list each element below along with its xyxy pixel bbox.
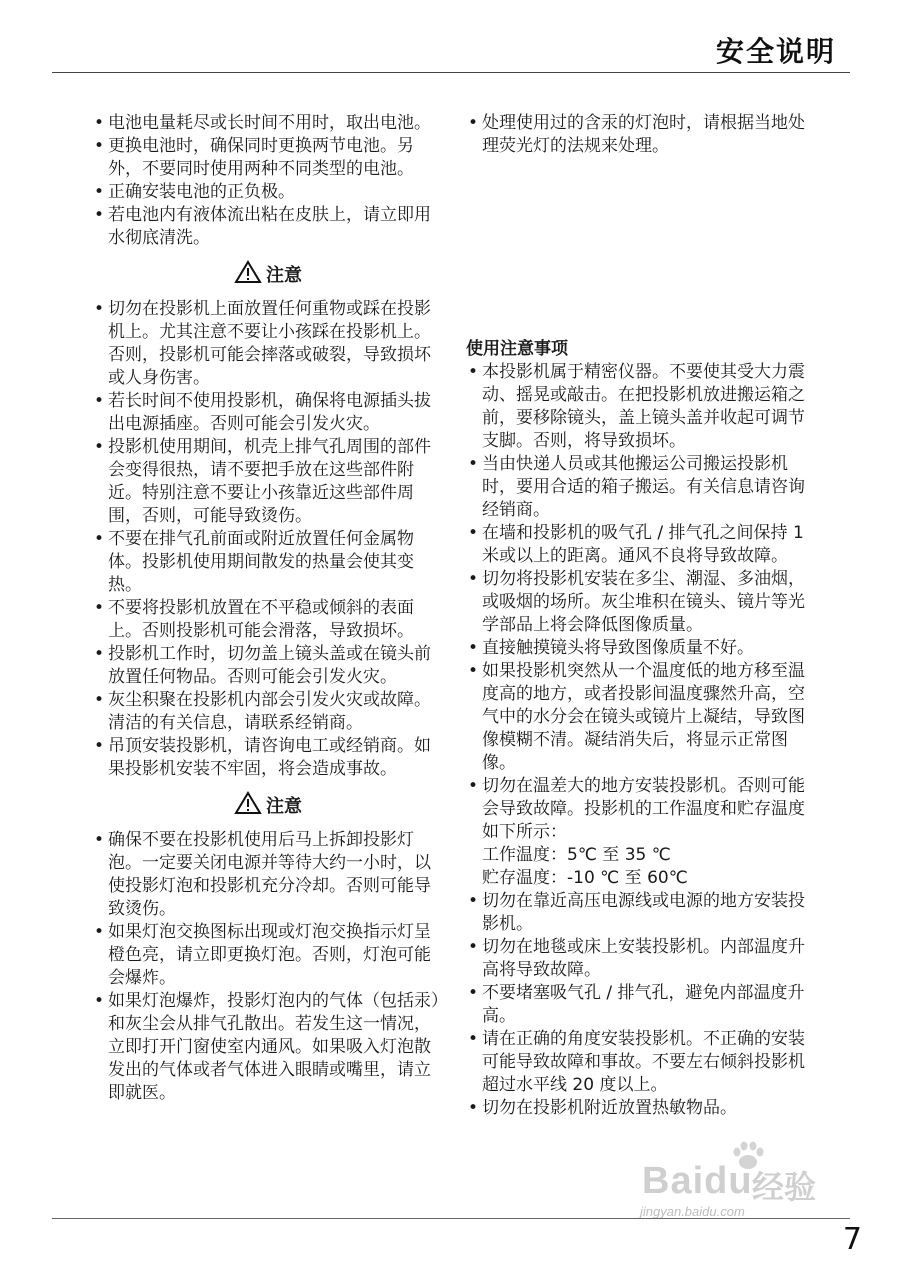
- list-item: • 正确安装电池的正负极。: [92, 181, 444, 204]
- warning-triangle-icon: [234, 791, 262, 821]
- list-item: • 切勿在投影机上面放置任何重物或踩在投影机上。尤其注意不要让小孩踩在投影机上。否则，投影机可能会摔落或破裂，导致损坏或人身伤害。: [92, 298, 444, 390]
- list-item: • 如果投影机突然从一个温度低的地方移至温度高的地方，或者投影间温度骤然升高，空气中的水分会在镜头或镜片上凝结，导致图像模糊不清。凝结消失后，将显示正常图像。: [466, 660, 818, 775]
- list-item: • 不要在排气孔前面或附近放置任何金属物体。投影机使用期间散发的热量会使其变热。: [92, 528, 444, 597]
- list-item: • 如果灯泡交换图标出现或灯泡交换指示灯呈橙色亮，请立即更换灯泡。否则，灯泡可能会爆炸。: [92, 921, 444, 990]
- list-item: • 若长时间不使用投影机，确保将电源插头拔出电源插座。否则可能会引发火灾。: [92, 390, 444, 436]
- list-item: • 切勿在温差大的地方安装投影机。否则可能会导致故障。投影机的工作温度和贮存温度如下所示：: [466, 775, 818, 844]
- list-item: • 投影机工作时，切勿盖上镜头盖或在镜头前放置任何物品。否则可能会引发火灾。: [92, 643, 444, 689]
- caution-heading: [92, 791, 444, 821]
- page-title: 安全说明: [715, 35, 836, 68]
- list-item: • 直接触摸镜头将导致图像质量不好。: [466, 637, 818, 660]
- page-number: 7: [842, 1222, 862, 1257]
- header-divider: [52, 72, 850, 73]
- lamp-disposal-list: [466, 112, 818, 158]
- caution-label: 注意: [266, 264, 302, 286]
- lamp-caution-list: [92, 829, 444, 1105]
- footer-divider: [52, 1218, 850, 1219]
- baidu-watermark: [632, 1140, 852, 1220]
- usage-list-continued: [466, 890, 818, 1120]
- left-column: [92, 112, 444, 1105]
- warning-triangle-icon: [234, 260, 262, 290]
- list-item: • 投影机使用期间，机壳上排气孔周围的部件会变得很热，请不要把手放在这些部件附近。特别注意不要让小孩靠近这些部件周围，否则，可能导致烫伤。: [92, 436, 444, 528]
- list-item: • 灰尘积聚在投影机内部会引发火灾或故障。清洁的有关信息，请联系经销商。: [92, 689, 444, 735]
- operating-temperature: 工作温度：5℃ 至 35 ℃: [482, 845, 671, 865]
- list-item: • 确保不要在投影机使用后马上拆卸投影灯泡。一定要关闭电源并等待大约一小时，以使投影灯泡和投影机充分冷却。否则可能导致烫伤。: [92, 829, 444, 921]
- list-item: • 不要将投影机放置在不平稳或倾斜的表面上。否则投影机可能会滑落，导致损坏。: [92, 597, 444, 643]
- watermark-logo: Baidu: [642, 1160, 753, 1202]
- caution-list: [92, 298, 444, 781]
- list-item: • 处理使用过的含汞的灯泡时，请根据当地处理荧光灯的法规来处理。: [466, 112, 818, 158]
- storage-temperature: 贮存温度：-10 ℃ 至 60℃: [482, 868, 688, 888]
- list-item: • 切勿在投影机附近放置热敏物品。: [466, 1097, 818, 1120]
- watermark-label: 经验: [752, 1168, 817, 1206]
- list-item: • 不要堵塞吸气孔 / 排气孔，避免内部温度升高。: [466, 982, 818, 1028]
- usage-list: [466, 361, 818, 844]
- section-heading: 使用注意事项: [466, 339, 568, 359]
- list-item: • 切勿在地毯或床上安装投影机。内部温度升高将导致故障。: [466, 936, 818, 982]
- list-item: • 切勿在靠近高压电源线或电源的地方安装投影机。: [466, 890, 818, 936]
- list-item: • 更换电池时，确保同时更换两节电池。另外，不要同时使用两种不同类型的电池。: [92, 135, 444, 181]
- caution-heading: [92, 260, 444, 290]
- list-item: • 在墙和投影机的吸气孔 / 排气孔之间保持 1 米或以上的距离。通风不良将导致故障。: [466, 522, 818, 568]
- list-item: • 如果灯泡爆炸，投影灯泡内的气体（包括汞）和灰尘会从排气孔散出。若发生这一情况，立即打开门窗使室内通风。如果吸入灯泡散发出的气体或者气体进入眼睛或嘴里，请立即就医。: [92, 990, 444, 1105]
- list-item: • 电池电量耗尽或长时间不用时，取出电池。: [92, 112, 444, 135]
- caution-label: 注意: [266, 795, 302, 817]
- battery-list: [92, 112, 444, 250]
- list-item: • 本投影机属于精密仪器。不要使其受大力震动、摇晃或敲击。在把投影机放进搬运箱之前，要移除镜头，盖上镜头盖并收起可调节支脚。否则，将导致损坏。: [466, 361, 818, 453]
- list-item: • 切勿将投影机安装在多尘、潮湿、多油烟，或吸烟的场所。灰尘堆积在镜头、镜片等光学部品上将会降低图像质量。: [466, 568, 818, 637]
- list-item: • 吊顶安装投影机，请咨询电工或经销商。如果投影机安装不牢固，将会造成事故。: [92, 735, 444, 781]
- list-item: • 请在正确的角度安装投影机。不正确的安装可能导致故障和事故。不要左右倾斜投影机超过水平线 20 度以上。: [466, 1028, 818, 1097]
- list-item: • 若电池内有液体流出粘在皮肤上，请立即用水彻底清洗。: [92, 204, 444, 250]
- watermark-url: jingyan.baidu.com: [640, 1204, 745, 1219]
- right-column: [466, 112, 818, 1120]
- list-item: • 当由快递人员或其他搬运公司搬运投影机时，要用合适的箱子搬运。有关信息请咨询经销商。: [466, 453, 818, 522]
